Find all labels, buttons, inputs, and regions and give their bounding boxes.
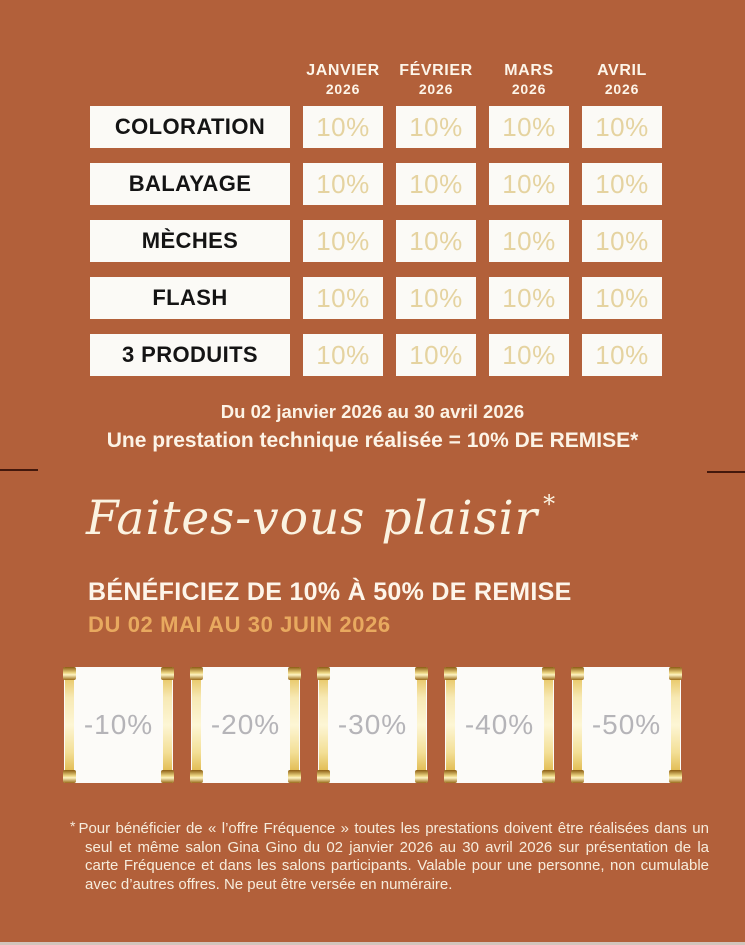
offer1-period: Du 02 janvier 2026 au 30 avril 2026 [220, 401, 525, 422]
coupon [64, 667, 173, 783]
discount-cell: 10% [396, 220, 476, 262]
year-label: 2026 [418, 81, 454, 97]
coupon-label: -10% [83, 709, 154, 740]
coupon [191, 667, 300, 783]
discount-table [90, 63, 662, 391]
service-label: 3 PRODUITS [90, 334, 290, 376]
month-label: MARS [504, 62, 554, 79]
coupon-row [64, 667, 681, 783]
coupon-label: -40% [464, 709, 535, 740]
coupon-gold-edge-icon [417, 668, 426, 782]
service-label: BALAYAGE [90, 163, 290, 205]
discount-cell: 10% [582, 163, 662, 205]
coupon-gold-edge-icon [163, 668, 172, 782]
discount-cell: 10% [489, 220, 569, 262]
discount-cell: 10% [489, 334, 569, 376]
coupon-label: -30% [337, 709, 408, 740]
offer2-headline: BÉNÉFICIEZ DE 10% À 50% DE REMISE [88, 578, 572, 606]
discount-cell: 10% [396, 163, 476, 205]
coupon-label: -20% [210, 709, 281, 740]
coupon-gold-edge-icon [65, 668, 74, 782]
footnote-text: Pour bénéficier de « l’offre Fréquence » toutes les prestations doivent être réalisées dans un seul et même salon Gina Gino du 02 janvier 2026 au 30 avril 2026 sur présentation de la carte Fréquence et dans les salons participants. Valable pour une personne, non cumulable avec d’autres offres. Ne peut être versée en numéraire. [78, 820, 709, 893]
footnote [70, 820, 709, 894]
discount-cell: 10% [582, 220, 662, 262]
discount-cell: 10% [396, 277, 476, 319]
table-row [90, 106, 662, 148]
footnote-asterisk: * [70, 818, 76, 834]
discount-cell: 10% [303, 277, 383, 319]
column-header-janvier [303, 63, 383, 96]
discount-cell: 10% [489, 106, 569, 148]
offer1-summary [0, 401, 745, 453]
table-row [90, 334, 662, 376]
table-header-row [90, 63, 662, 96]
service-label: MÈCHES [90, 220, 290, 262]
month-label: FÉVRIER [399, 62, 473, 79]
year-label: 2026 [325, 81, 361, 97]
month-label: JANVIER [306, 62, 380, 79]
table-row [90, 220, 662, 262]
discount-cell: 10% [582, 334, 662, 376]
fold-mark-right [707, 471, 745, 473]
month-label: AVRIL [597, 62, 647, 79]
service-label: FLASH [90, 277, 290, 319]
table-corner-spacer [90, 63, 290, 96]
discount-cell: 10% [303, 334, 383, 376]
coupon [318, 667, 427, 783]
discount-cell: 10% [489, 163, 569, 205]
coupon-gold-edge-icon [446, 668, 455, 782]
coupon-gold-edge-icon [290, 668, 299, 782]
script-title-text: Faites-vous plaisir [86, 491, 539, 546]
discount-cell: 10% [303, 106, 383, 148]
coupon-label: -50% [591, 709, 662, 740]
asterisk-marker: * [543, 490, 557, 518]
coupon-gold-edge-icon [671, 668, 680, 782]
discount-cell: 10% [303, 220, 383, 262]
table-row [90, 277, 662, 319]
coupon-gold-edge-icon [192, 668, 201, 782]
coupon [572, 667, 681, 783]
table-row [90, 163, 662, 205]
service-label: COLORATION [90, 106, 290, 148]
discount-cell: 10% [582, 106, 662, 148]
coupon-gold-edge-icon [319, 668, 328, 782]
column-header-avril [582, 63, 662, 96]
column-header-mars [489, 63, 569, 96]
coupon [445, 667, 554, 783]
discount-cell: 10% [489, 277, 569, 319]
offer1-headline: Une prestation technique réalisée = 10% DE REMISE* [106, 429, 639, 452]
discount-cell: 10% [582, 277, 662, 319]
script-title [86, 492, 556, 546]
discount-cell: 10% [303, 163, 383, 205]
discount-cell: 10% [396, 106, 476, 148]
coupon-gold-edge-icon [544, 668, 553, 782]
year-label: 2026 [604, 81, 640, 97]
discount-cell: 10% [396, 334, 476, 376]
offer2-period: DU 02 MAI AU 30 JUIN 2026 [88, 612, 391, 637]
coupon-gold-edge-icon [573, 668, 582, 782]
year-label: 2026 [511, 81, 547, 97]
column-header-fevrier [396, 63, 476, 96]
fold-mark-left [0, 469, 38, 471]
